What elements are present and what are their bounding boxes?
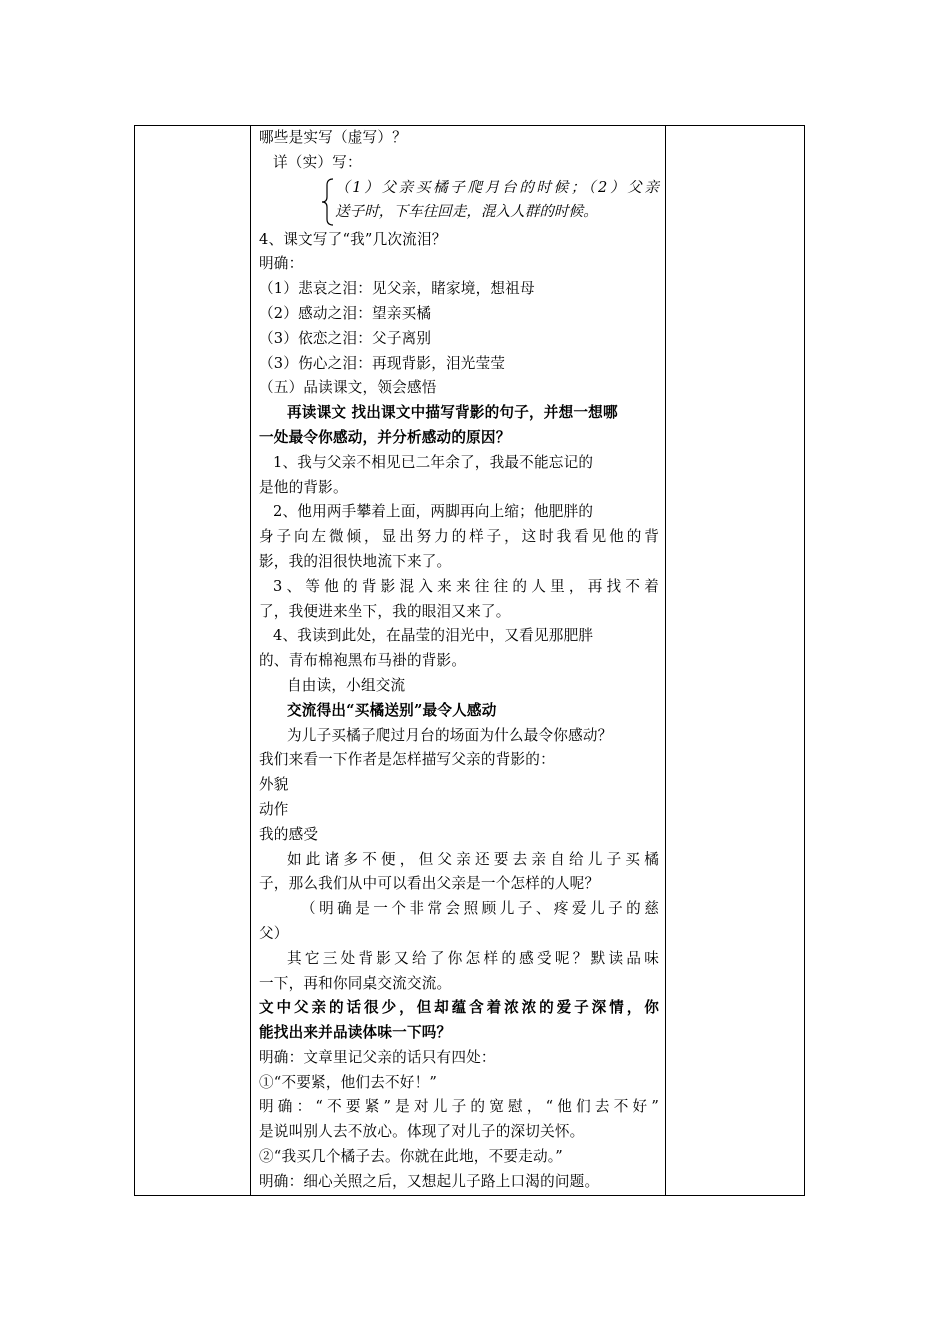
text-line: 4、我读到此处，在晶莹的泪光中，又看见那肥胖 [273, 627, 594, 645]
right-column-cell [665, 126, 804, 1195]
text-line: 2、他用两手攀着上面，两脚再向上缩；他肥胖的 [273, 503, 594, 521]
text-line: 动作 [259, 800, 289, 818]
text-line: 父） [259, 924, 289, 942]
text-line: 详（实）写： [273, 153, 362, 171]
text-line: 外貌 [259, 776, 289, 794]
text-line: 是说叫别人去不放心。体现了对儿子的深切关怀。 [259, 1123, 585, 1141]
bold-line: 文中父亲的话很少，但却蕴含着浓浓的爱子深情，你 [259, 999, 659, 1017]
text-line: 如此诸多不便，但父亲还要去亲自给儿子买橘 [287, 850, 659, 868]
text-line: 自由读，小组交流 [287, 676, 406, 694]
text-line: 3、等他的背影混入来来往往的人里，再找不着 [273, 577, 659, 595]
text-line: 其它三处背影又给了你怎样的感受呢？默读品味 [287, 949, 659, 967]
text-line: 身子向左微倾，显出努力的样子，这时我看见他的背 [259, 528, 659, 546]
text-line: 送子时，下车往回走，混入人群的时候。 [335, 203, 598, 221]
left-brace-icon [321, 178, 335, 226]
bold-line: 一处最令你感动，并分析感动的原因？ [259, 428, 511, 446]
text-line: （明确是一个非常会照顾儿子、疼爱儿子的慈 [301, 900, 659, 918]
text-line: 明确： [259, 255, 304, 273]
lesson-table [134, 125, 805, 1196]
bold-line: 再读课文 找出课文中描写背影的句子，并想一想哪 [287, 404, 618, 422]
text-line: 我们来看一下作者是怎样描写父亲的背影的： [259, 751, 555, 769]
bold-line: 交流得出“买橘送别”最令人感动 [287, 701, 497, 719]
text-line: （1）父亲买橘子爬月台的时候；（2）父亲 [335, 178, 659, 196]
text-line: 4、课文写了“我”几次流泪？ [259, 230, 447, 248]
left-column-cell [135, 126, 251, 1195]
text-line: 明确：“不要紧”是对儿子的宽慰，“他们去不好” [259, 1098, 659, 1116]
brace-group [259, 176, 659, 228]
text-line: 1、我与父亲不相见已二年余了，我最不能忘记的 [273, 453, 594, 471]
text-line: （1）悲哀之泪：见父亲，睹家境，想祖母 [259, 280, 535, 298]
text-line: 的、青布棉袍黑布马褂的背影。 [259, 652, 467, 670]
text-line: （2）感动之泪：望亲买橘 [259, 304, 432, 322]
text-line: 影，我的泪很快地流下来了。 [259, 552, 452, 570]
text-line: 为儿子买橘子爬过月台的场面为什么最令你感动？ [287, 726, 613, 744]
text-line: 我的感受 [259, 825, 319, 843]
section-heading: （五）品读课文，领会感悟 [259, 379, 437, 397]
text-line: 哪些是实写（虚写）？ [259, 129, 407, 146]
text-line: ②“我买几个橘子去。你就在此地，不要走动。” [259, 1148, 563, 1166]
text-line: 了，我便进来坐下，我的眼泪又来了。 [259, 602, 511, 620]
text-line: 明确：文章里记父亲的话只有四处： [259, 1048, 496, 1066]
text-line: （3）伤心之泪：再现背影，泪光莹莹 [259, 354, 506, 372]
text-line: 是他的背影。 [259, 478, 348, 496]
text-line: （3）依恋之泪：父子离别 [259, 329, 432, 347]
text-line: ①“不要紧，他们去不好！” [259, 1073, 438, 1091]
bold-line: 能找出来并品读体味一下吗？ [259, 1024, 452, 1042]
brace-content [335, 176, 659, 226]
text-line: 明确：细心关照之后，又想起儿子路上口渴的问题。 [259, 1172, 600, 1190]
text-line: 一下，再和你同桌交流交流。 [259, 974, 452, 992]
text-line: 子，那么我们从中可以看出父亲是一个怎样的人呢？ [259, 875, 600, 893]
content-column-cell [251, 126, 666, 1195]
